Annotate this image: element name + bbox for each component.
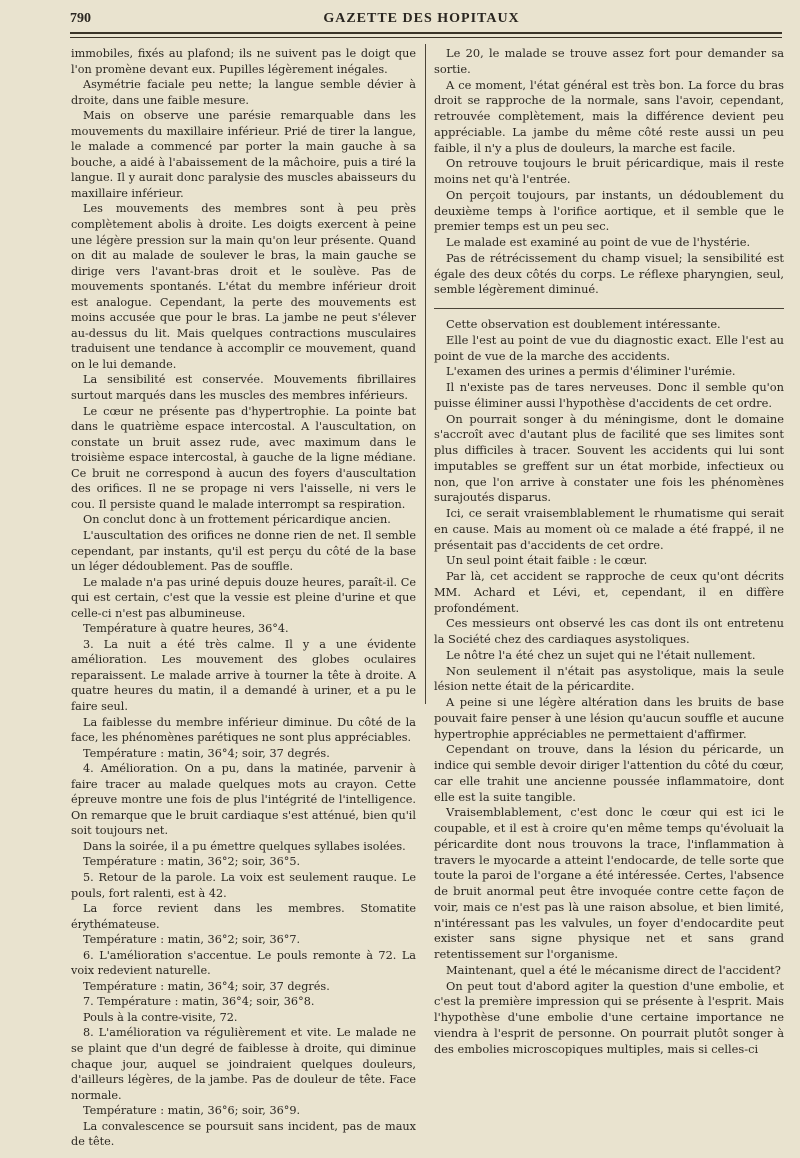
header-rule-thick	[70, 32, 782, 34]
paragraph: A ce moment, l'état général est très bon. La force du bras droit se rapproche de la normale, sans l'avoir, cependant, retrouvée complètement, mais la différence devient peu appréciable. La jambe du même côté reste aussi un peu faible, il n'y a plus de douleurs, la marche est facile.	[434, 77, 784, 155]
paragraph: Non seulement il n'était pas asystolique, mais la seule lésion nette était de la péricardite.	[434, 663, 784, 694]
paragraph: Cette observation est doublement intéressante.	[446, 317, 721, 331]
paragraph: Le 20, le malade se trouve assez fort pour demander sa sortie.	[434, 46, 784, 76]
paragraph: Asymétrie faciale peu nette; la langue semble dévier à droite, dans une faible mesure.	[71, 78, 416, 107]
paragraph: Maintenant, quel a été le mécanisme direct de l'accident?	[446, 962, 781, 977]
header-rule-thin	[70, 37, 782, 38]
paragraph: Ces messieurs ont observé les cas dont ils ont entretenu la Société chez des cardiaques asystoliques.	[434, 616, 784, 646]
paragraph: Température : matin, 36°4; soir, 37 degrés.	[83, 979, 330, 993]
paragraph: Les mouvements des membres sont à peu près complètement abolis à droite. Les doigts exercent à peine une légère pression sur la main qu'on leur présente. Quand on dit au malade de soulever le bras, la main gauche se dirige vers l'avant-bras droit et le soulève. Pas de mouvements spontanés. L'état du membre inférieur droit est analogue. Cependant, la perte des mouvements est moins accusée que pour le bras. La jambe ne peut s'élever au-dessus du lit. Mais quelques contractions musculaires traduisent une tendance à accomplir ce mouvement, quand on le lui demande.	[71, 202, 416, 371]
paragraph: L'auscultation des orifices ne donne rien de net. Il semble cependant, par instants, qu'il est perçu du côté de la base un léger dédoublement. Pas de souffle.	[71, 528, 416, 574]
paragraph: On retrouve toujours le bruit péricardique, mais il reste moins net qu'à l'entrée.	[434, 156, 784, 186]
paragraph: Pas de rétrécissement du champ visuel; la sensibilité est égale des deux côtés du corps. Le réflexe pharyngien, seul, semble légèrement diminué.	[434, 250, 784, 297]
paragraph: 4. Amélioration. On a pu, dans la matinée, parvenir à faire tracer au malade quelques mots au crayon. Cette épreuve montre une fois de plus l'intégrité de l'intelligence. On remarque que le bruit cardiaque s'est atténué, bien qu'il soit toujours net.	[71, 762, 416, 838]
paragraph: La convalescence se poursuit sans incident, pas de maux de tête.	[71, 1119, 416, 1149]
left-column	[71, 46, 416, 1150]
paragraph: Pouls à la contre-visite, 72.	[83, 1010, 238, 1024]
paragraph: Vraisemblablement, c'est donc le cœur qui est ici le coupable, et il est à croire qu'en même temps qu'évoluait la péricardite dont nous trouvons la trace, l'inflammation à travers le myocarde a atteint l'endocarde, de telle sorte que toute la paroi de l'organe a été intéressée. Certes, l'absence de bruit anormal peut être invoquée contre cette façon de voir, mais ce n'est pas là une raison absolue, et bien limité, n'intéressant pas les valvules, un foyer d'endocardite peut exister sans signe physique net et sans grand retentissement sur l'organisme.	[434, 805, 784, 961]
paragraph: Température : matin, 36°4; soir, 37 degrés.	[83, 746, 330, 760]
paragraph: Le nôtre l'a été chez un sujet qui ne l'était nullement.	[446, 647, 756, 662]
paragraph: Température : matin, 36°6; soir, 36°9.	[83, 1104, 301, 1118]
paragraph: Le malade n'a pas uriné depuis douze heures, paraît-il. Ce qui est certain, c'est que la vessie est pleine d'urine et que celle-ci n'est pas albumineuse.	[71, 575, 416, 620]
paragraph: Température : matin, 36°2; soir, 36°7.	[83, 933, 301, 947]
page-number: 790	[70, 11, 91, 26]
paragraph: immobiles, fixés au plafond; ils ne suivent pas le doigt que l'on promène devant eux. Pupilles légèrement inégales.	[71, 47, 416, 76]
paragraph: La force revient dans les membres. Stomatite érythémateuse.	[71, 902, 416, 931]
masthead-title: GAZETTE DES HOPITAUX	[323, 11, 520, 26]
paragraph: Par là, cet accident se rapproche de ceux qu'ont décrits MM. Achard et Lévi, et, cependant, il en diffère profondément.	[434, 569, 784, 615]
paragraph: Température : matin, 36°2; soir, 36°5.	[83, 855, 301, 869]
paragraph: Elle l'est au point de vue du diagnostic exact. Elle l'est au point de vue de la marche des accidents.	[434, 332, 784, 363]
paragraph: Dans la soirée, il a pu émettre quelques syllabes isolées.	[83, 839, 406, 853]
paragraph: Il n'existe pas de tares nerveuses. Donc il semble qu'on puisse éliminer aussi l'hypothèse d'accidents de cet ordre.	[434, 380, 784, 410]
paragraph: Un seul point était faible : le cœur.	[446, 553, 648, 568]
paragraph: On peut tout d'abord agiter la question d'une embolie, et c'est la première impression qui se présente à l'esprit. Mais l'hypothèse d'une embolie d'une certaine importance ne viendra à l'esprit de personne. On pourrait plutôt songer à des embolies microscopiques multiples, mais si celles-ci	[434, 978, 784, 1056]
paragraph: Ici, ce serait vraisemblablement le rhumatisme qui serait en cause. Mais au moment où ce malade a été frappé, il ne présentait pas d'accidents de cet ordre.	[434, 506, 784, 552]
paragraph: 7. Température : matin, 36°4; soir, 36°8.	[83, 995, 315, 1009]
paragraph: 3. La nuit a été très calme. Il y a une évidente amélioration. Les mouvement des globes oculaires reparaissent. Le malade arrive à tourner la tête à droite. A quatre heures du matin, il a demandé à uriner, et a pu le faire seul.	[71, 637, 416, 713]
paragraph: Cependant on trouve, dans la lésion du péricarde, un indice qui semble devoir diriger l'attention du côté du cœur, car elle trahit une ancienne poussée inflammatoire, dont elle est la suite tangible.	[434, 742, 784, 804]
paragraph: Mais on observe une parésie remarquable dans les mouvements du maxillaire inférieur. Prié de tirer la langue, le malade a commencé par porter la main gauche à sa bouche, a aidé à l'abaissement de la mâchoire, puis a tiré la langue. Il y aurait donc paralysie des muscles abaisseurs du maxillaire inférieur.	[71, 109, 416, 200]
paragraph: On perçoit toujours, par instants, un dédoublement du deuxième temps à l'orifice aortique, et il semble que le premier temps est un peu sec.	[434, 187, 784, 234]
paragraph: 5. Retour de la parole. La voix est seulement rauque. Le pouls, fort ralenti, est à 42.	[71, 870, 416, 900]
paragraph: On conclut donc à un frottement péricardique ancien.	[83, 513, 391, 527]
paragraph: Température à quatre heures, 36°4.	[83, 622, 289, 636]
paragraph: On pourrait songer à du méningisme, dont le domaine s'accroît avec d'autant plus de facilité que ses limites sont plus difficiles à tracer. Souvent les accidents qui lui sont imputables se greffent sur un état morbide, infectieux ou non, que l'on arrive à constater une fois les phénomènes surajoutés disparus.	[434, 411, 784, 505]
right-column	[434, 46, 784, 1057]
paragraph: A peine si une légère altération dans les bruits de base pouvait faire penser à une lésion qu'aucun souffle et aucune hypertrophie appréciables ne permettaient d'affirmer.	[434, 695, 784, 741]
paragraph: 8. L'amélioration va régulièrement et vite. Le malade ne se plaint que d'un degré de faiblesse à droite, qui diminue chaque jour, auquel se joindraient quelques douleurs, d'ailleurs légères, de la jambe. Pas de douleur de tête. Face normale.	[71, 1026, 416, 1102]
paragraph: 6. L'amélioration s'accentue. Le pouls remonte à 72. La voix redevient naturelle.	[71, 948, 416, 978]
column-divider	[425, 44, 426, 704]
paragraph: La sensibilité est conservée. Mouvements fibrillaires surtout marqués dans les muscles des membres inférieurs.	[71, 373, 416, 403]
paragraph: Le malade est examiné au point de vue de l'hystérie.	[446, 235, 751, 249]
paragraph: L'examen des urines a permis d'éliminer l'urémie.	[446, 364, 736, 379]
page-header	[70, 8, 782, 30]
paragraph: Le cœur ne présente pas d'hypertrophie. La pointe bat dans le quatrième espace intercostal. A l'auscultation, on constate un bruit assez rude, avec maximum dans le troisième espace intercostal, à gauche de la ligne médiane. Ce bruit ne correspond à aucun des foyers d'auscultation des orifices. Il ne se propage ni vers l'aisselle, ni vers le cou. Il persiste quand le malade interrompt sa respiration.	[71, 404, 416, 511]
section-rule	[434, 308, 784, 309]
paragraph: La faiblesse du membre inférieur diminue. Du côté de la face, les phénomènes parétiques ne sont plus appréciables.	[71, 715, 416, 745]
